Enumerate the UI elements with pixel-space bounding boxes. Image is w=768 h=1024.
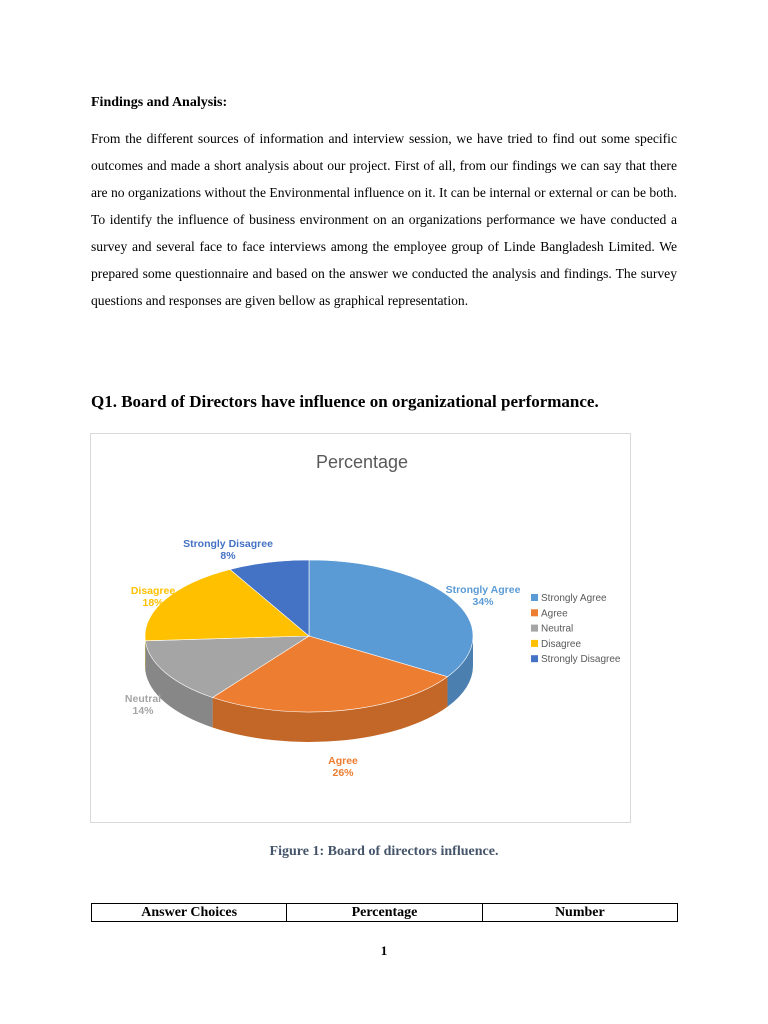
legend-label: Strongly Agree [541,593,607,604]
pie-chart [90,433,631,823]
pie-data-label-category: Strongly Agree [445,584,521,596]
pie-data-label-value: 34% [472,596,494,608]
table-header-row [92,904,678,922]
pie-data-label-value: 8% [220,550,236,562]
pie-data-label-category: Disagree [130,585,176,597]
legend-swatch [531,655,538,662]
table-header-cell: Percentage [287,904,482,922]
body-paragraph: From the different sources of information and interview session, we have tried to find out some specific outcomes and made a short analysis about our project. First of all, from our findings we can say that there are no organizations without the Environmental influence on it. It can be internal or external or can be both. To identify the influence of business environment on an organizations performance we have conducted a survey and several face to face interviews among the employee group of Linde Bangladesh Limited. We prepared some questionnaire and based on the answer we conducted the analysis and findings. The survey questions and responses are given bellow as graphical representation. [91,131,677,308]
legend-label: Neutral [541,623,574,635]
pie-data-label-value: 18% [142,597,164,609]
legend-label: Agree [541,608,568,620]
legend-swatch [531,625,538,632]
pie-data-label-category: Agree [328,755,358,767]
section-heading: Findings and Analysis: [91,95,228,110]
legend-label: Disagree [541,638,582,650]
figure-caption: Figure 1: Board of directors influence. [269,844,499,859]
answer-table [91,903,678,922]
table-header-cell: Answer Choices [92,904,287,922]
legend-swatch [531,640,538,647]
table-header-cell: Number [482,904,677,922]
question-title: Q1. Board of Directors have influence on organizational performance. [91,392,599,411]
pie-data-label-value: 26% [332,767,354,779]
legend-label: Strongly Disagree [541,654,621,666]
page-number: 1 [380,943,388,958]
pie-data-label-category: Strongly Disagree [183,538,273,550]
legend-swatch [531,609,538,616]
pie-chart-svg [91,434,632,824]
chart-title: Percentage [315,452,409,472]
legend-swatch [531,594,538,601]
pie-data-label-value: 14% [132,705,154,717]
pie-data-label-category: Neutral [124,693,162,705]
